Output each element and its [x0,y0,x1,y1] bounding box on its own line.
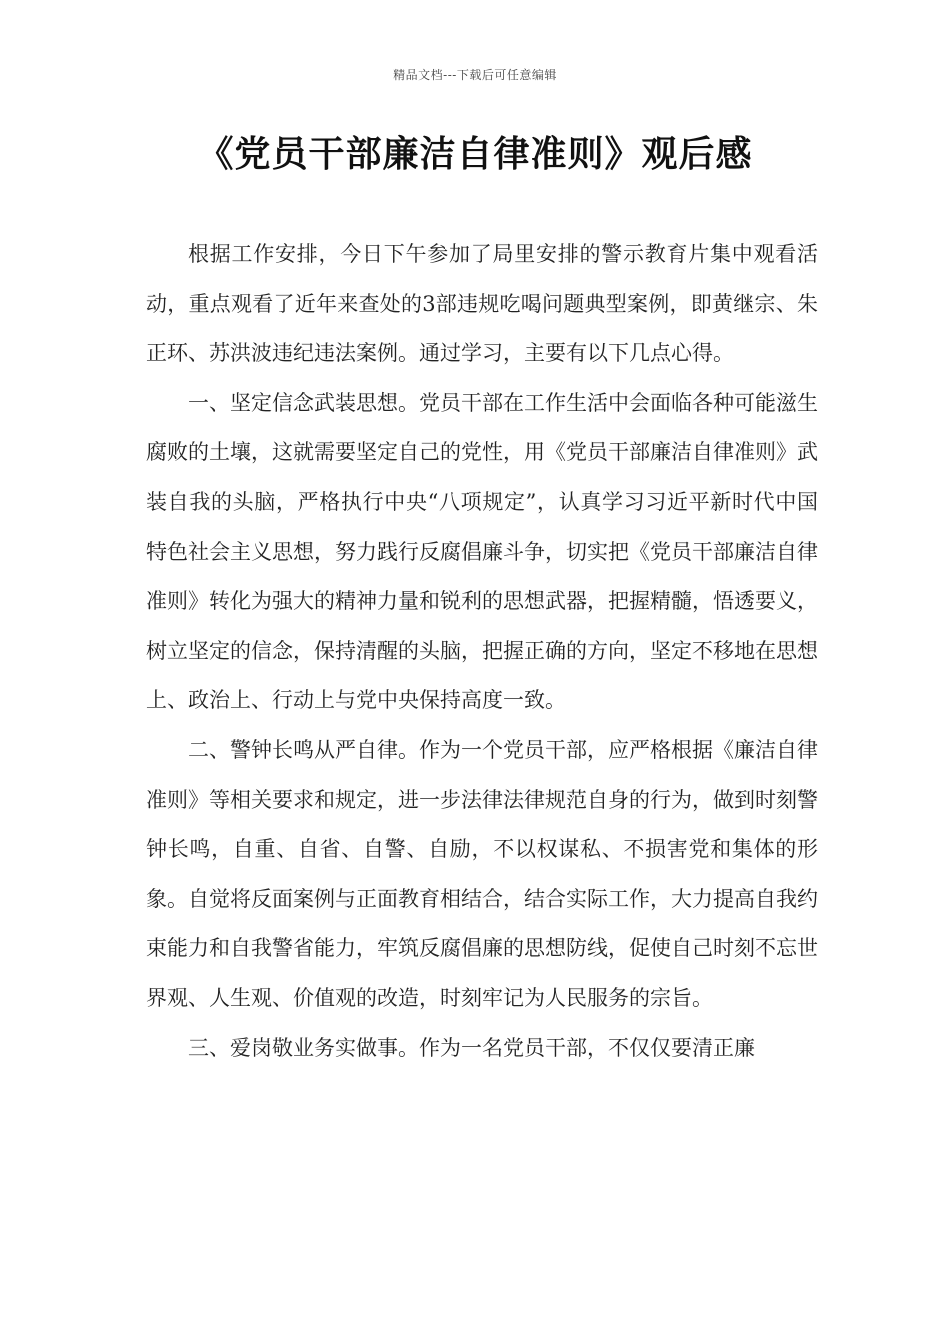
paragraph-point-two: 二、警钟长鸣从严自律。作为一个党员干部，应严格根据《廉洁自律准则》等相关要求和规定，进一步法律法律规范自身的行为，做到时刻警钟长鸣，自重、自省、自警、自励，不以权谋私、不损害党和集体的形象。自觉将反面案例与正面教育相结合，结合实际工作，大力提高自我约束能力和自我警省能力，牢筑反腐倡廉的思想防线，促使自己时刻不忘世界观、人生观、价值观的改造，时刻牢记为人民服务的宗旨。 [146,737,818,1010]
paragraph-intro: 根据工作安排，今日下午参加了局里安排的警示教育片集中观看活动，重点观看了近年来查处的3部违规吃喝问题典型案例，即黄继宗、朱正环、苏洪波违纪违法案例。通过学习，主要有以下几点心得。 [146,242,818,366]
paragraph-point-one: 一、坚定信念武装思想。党员干部在工作生活中会面临各种可能滋生腐败的土壤，这就需要坚定自己的党性，用《党员干部廉洁自律准则》武装自我的头脑，严格执行中央“八项规定”，认真学习习近平新时代中国特色社会主义思想，努力践行反腐倡廉斗争，切实把《党员干部廉洁自律准则》转化为强大的精神力量和锐利的思想武器，把握精髓，悟透要义，树立坚定的信念，保持清醒的头脑，把握正确的方向，坚定不移地在思想上、政治上、行动上与党中央保持高度一致。 [146,390,818,713]
header-note: 精品文档---下载后可任意编辑 [393,68,557,82]
document-title: 《党员干部廉洁自律准则》观后感 [197,134,753,175]
paragraph-point-three: 三、爱岗敬业务实做事。作为一名党员干部，不仅仅要清正廉 [188,1035,755,1060]
document-body [146,230,818,1073]
